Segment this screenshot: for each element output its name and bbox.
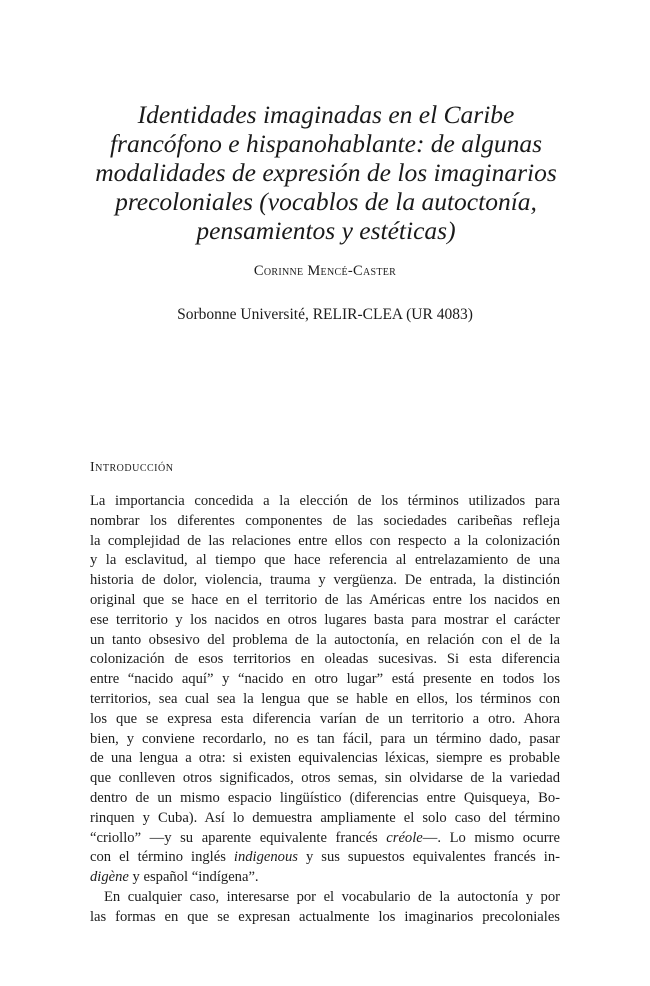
text-line: la complejidad de las relaciones entre ellos con respecto a la colonización — [90, 532, 560, 549]
text-line-with-italic: digène y español “indígena”. — [90, 869, 259, 886]
text-line: las formas en que se expresan actualmente los imaginarios precoloniales — [90, 908, 560, 925]
body-paragraphs — [90, 492, 560, 928]
italic-term: digène — [90, 869, 129, 886]
text-line: rinquen y Cuba). Así lo demuestra ampliamente el solo caso del término — [90, 809, 560, 826]
text-line-with-italic: “criollo” —y su aparente equivalente francés créole—. Lo mismo ocurre — [90, 829, 560, 846]
italic-term: indigenous — [233, 849, 298, 866]
text-line: ese territorio y los nacidos en otros lugares basta para mostrar el carácter — [90, 611, 560, 628]
text-line: bien, y conviene recordarlo, no es tan fácil, para un término dado, pasar — [90, 730, 560, 747]
text-line: dentro de un mismo espacio lingüístico (diferencias entre Quisqueya, Bo- — [90, 789, 560, 806]
text-line: La importancia concedida a la elección de los términos utilizados para — [90, 493, 560, 509]
chapter-title — [80, 100, 572, 245]
italic-term: créole — [386, 829, 423, 846]
text-line: los que se expresa esta diferencia varían de un territorio a otro. Ahora — [90, 710, 560, 727]
text-line: y la esclavitud, al tiempo que hace referencia al entrelazamiento de una — [90, 552, 560, 569]
text-line: entre “nacido aquí” y “nacido en otro lugar” está presente en todos los — [90, 671, 560, 688]
text-line: En cualquier caso, interesarse por el vocabulario de la autoctonía y por — [104, 888, 560, 905]
author-name: Corinne Mencé-Caster — [253, 263, 397, 279]
text-line: un tanto obsesivo del problema de la autoctonía, en relación con el de la — [90, 631, 560, 648]
text-line: que conlleven otros significados, otros semas, sin olvidarse de la variedad — [90, 770, 560, 787]
chapter-title-line: francófono e hispanohablante: de algunas — [109, 129, 543, 158]
text-line-with-italic: con el término inglés indigenous y sus supuestos equivalentes francés in- — [90, 849, 560, 866]
author-affiliation: Sorbonne Université, RELIR-CLEA (UR 4083) — [177, 306, 473, 323]
text-line: colonización de esos territorios en oleadas sucesivas. Si esta diferencia — [90, 651, 560, 668]
chapter-title-line: precoloniales (vocablos de la autoctonía, — [115, 187, 537, 216]
chapter-title-line: modalidades de expresión de los imaginarios — [95, 158, 557, 187]
text-line: historia de dolor, violencia, trauma y vergüenza. De entrada, la distinción — [90, 572, 560, 589]
text-line: de una lengua a otra: si existen equivalencias léxicas, siempre es probable — [90, 750, 560, 767]
section-heading: Introducción — [90, 460, 174, 475]
chapter-title-line: pensamientos y estéticas) — [196, 216, 456, 245]
text-line: original que se hace en el territorio de las Américas entre los nacidos en — [90, 591, 560, 608]
text-line: nombrar los diferentes componentes de las sociedades caribeñas refleja — [90, 512, 560, 529]
text-line: territorios, sea cual sea la lengua que se hable en ellos, los términos con — [90, 690, 560, 707]
chapter-title-line: Identidades imaginadas en el Caribe — [137, 100, 515, 129]
